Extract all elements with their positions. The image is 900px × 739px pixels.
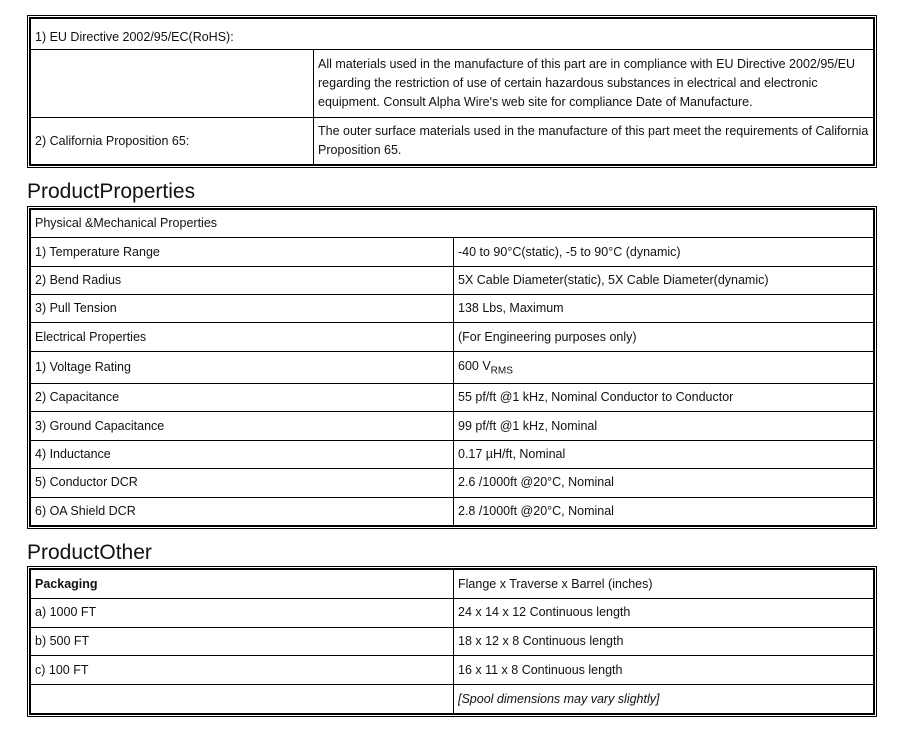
- table-row: [31, 238, 874, 266]
- compliance-table: [27, 15, 877, 168]
- property-label: 1) Voltage Rating: [31, 351, 454, 383]
- property-label: 1) Temperature Range: [31, 238, 454, 266]
- packaging-size-label: a) 1000 FT: [31, 598, 454, 627]
- property-value: 2.8 /1000ft @20°C, Nominal: [454, 497, 874, 525]
- packaging-label: Packaging: [31, 570, 454, 599]
- property-value: -40 to 90°C(static), -5 to 90°C (dynamic): [454, 238, 874, 266]
- table-row: [31, 323, 874, 351]
- product-other-heading: ProductOther: [27, 541, 152, 564]
- rohs-empty-cell: [31, 50, 314, 118]
- property-label: 3) Pull Tension: [31, 295, 454, 323]
- packaging-size-value: 24 x 14 x 12 Continuous length: [454, 598, 874, 627]
- packaging-size-label: b) 500 FT: [31, 627, 454, 656]
- table-row: [31, 412, 874, 440]
- property-value: 2.6 /1000ft @20°C, Nominal: [454, 469, 874, 497]
- voltage-subscript: RMS: [490, 365, 513, 377]
- property-label: 6) OA Shield DCR: [31, 497, 454, 525]
- property-value: 5X Cable Diameter(static), 5X Cable Diameter(dynamic): [454, 266, 874, 294]
- table-row: [31, 266, 874, 294]
- table-row: [31, 469, 874, 497]
- property-value: 99 pf/ft @1 kHz, Nominal: [454, 412, 874, 440]
- property-label: 3) Ground Capacitance: [31, 412, 454, 440]
- packaging-size-label: c) 100 FT: [31, 656, 454, 685]
- packaging-header-value: Flange x Traverse x Barrel (inches): [454, 570, 874, 599]
- property-label: 2) Capacitance: [31, 384, 454, 412]
- product-other-table: [27, 566, 877, 717]
- table-row: [31, 295, 874, 323]
- table-row: [31, 570, 874, 599]
- rohs-text: All materials used in the manufacture of this part are in compliance with EU Directive 2002/95/EU regarding the restriction of use of certain hazardous substances in electrical and electronic equipment. Consult Alpha Wire's web site for compliance Date of Manufacture.: [314, 50, 874, 118]
- property-value: 0.17 µH/ft, Nominal: [454, 440, 874, 468]
- property-value: [454, 351, 874, 383]
- packaging-empty-cell: [31, 685, 454, 714]
- table-row: [31, 598, 874, 627]
- property-label: 4) Inductance: [31, 440, 454, 468]
- table-row: [31, 351, 874, 383]
- table-row: [31, 685, 874, 714]
- product-properties-table: [27, 206, 877, 529]
- electrical-section-note: (For Engineering purposes only): [454, 323, 874, 351]
- prop65-text: The outer surface materials used in the manufacture of this part meet the requirements of California Proposition 65.: [314, 118, 874, 165]
- spool-note: [Spool dimensions may vary slightly]: [454, 685, 874, 714]
- electrical-section-label: Electrical Properties: [31, 323, 454, 351]
- packaging-size-value: 18 x 12 x 8 Continuous length: [454, 627, 874, 656]
- property-value: 138 Lbs, Maximum: [454, 295, 874, 323]
- property-label: 2) Bend Radius: [31, 266, 454, 294]
- property-value: 55 pf/ft @1 kHz, Nominal Conductor to Conductor: [454, 384, 874, 412]
- table-row: [31, 384, 874, 412]
- prop65-label: 2) California Proposition 65:: [31, 118, 314, 165]
- table-row: [31, 497, 874, 525]
- property-label: 5) Conductor DCR: [31, 469, 454, 497]
- packaging-size-value: 16 x 11 x 8 Continuous length: [454, 656, 874, 685]
- table-row: [31, 440, 874, 468]
- product-properties-heading: ProductProperties: [27, 180, 196, 203]
- rohs-label: 1) EU Directive 2002/95/EC(RoHS):: [31, 19, 874, 50]
- table-row: [31, 656, 874, 685]
- physical-section-label: Physical &Mechanical Properties: [31, 210, 874, 238]
- voltage-value: 600 V: [458, 358, 491, 373]
- table-row: [31, 627, 874, 656]
